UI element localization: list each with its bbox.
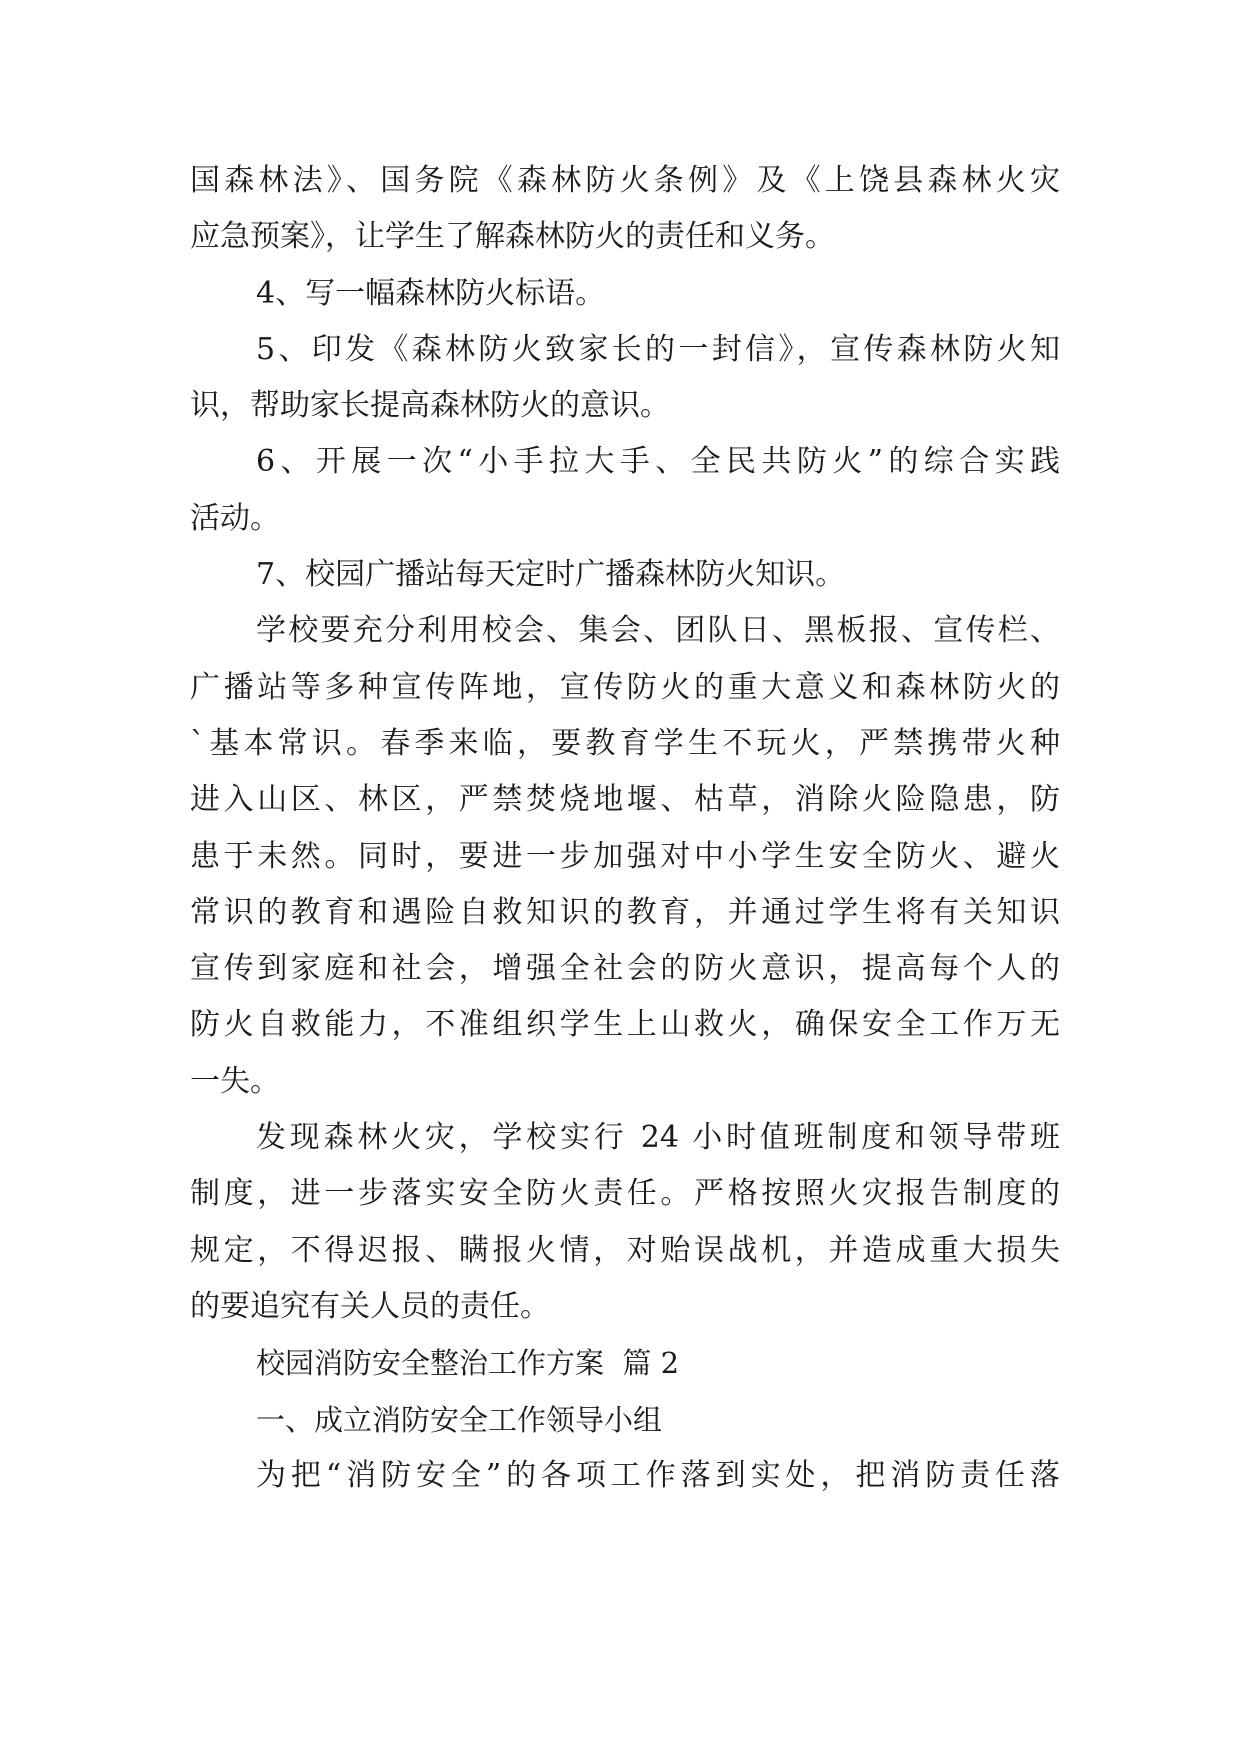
paragraph-line: 的要追究有关人员的责任。 bbox=[190, 1288, 550, 1324]
paragraph-line: 防火自救能力，不准组织学生上山救火，确保安全工作万无 bbox=[190, 1007, 1060, 1043]
list-item: 7、校园广播站每天定时广播森林防火知识。 bbox=[256, 557, 846, 593]
text-line: 国森林法》、国务院《森林防火条例》及《上饶县森林火灾 bbox=[190, 163, 1060, 198]
list-item: 6、开展一次“小手拉大手、全民共防火”的综合实践 bbox=[256, 444, 1060, 480]
paragraph-line: 学校要充分利用校会、集会、团队日、黑板报、宣传栏、 bbox=[256, 613, 1060, 649]
subsection-heading: 一、成立消防安全工作领导小组 bbox=[256, 1402, 663, 1437]
paragraph-line: 发现森林火灾，学校实行 24 小时值班制度和领导带班 bbox=[256, 1120, 1060, 1156]
paragraph-line: 制度，进一步落实安全防火责任。严格按照火灾报告制度的 bbox=[190, 1176, 1060, 1212]
paragraph-line: 为把“消防安全”的各项工作落到实处，把消防责任落 bbox=[256, 1457, 1060, 1493]
text-line: 活动。 bbox=[190, 500, 280, 536]
paragraph-line: 宣传到家庭和社会，增强全社会的防火意识，提高每个人的 bbox=[190, 951, 1060, 987]
paragraph-line: 进入山区、林区，严禁焚烧地堰、枯草，消除火险隐患，防 bbox=[190, 782, 1060, 818]
list-item: 5、印发《森林防火致家长的一封信》，宣传森林防火知 bbox=[256, 331, 1060, 367]
paragraph-line: 患于未然。同时，要进一步加强对中小学生安全防火、避火 bbox=[190, 838, 1060, 874]
paragraph-line: 广播站等多种宣传阵地，宣传防火的重大意义和森林防火的 bbox=[190, 669, 1060, 705]
paragraph-line: `基本常识。春季来临，要教育学生不玩火，严禁携带火种 bbox=[190, 725, 1060, 761]
text-line: 应急预案》，让学生了解森林防火的责任和义务。 bbox=[190, 219, 835, 255]
list-item: 4、写一幅森林防火标语。 bbox=[256, 275, 606, 311]
text-line: 识，帮助家长提高森林防火的意识。 bbox=[190, 388, 670, 424]
paragraph-line: 一失。 bbox=[190, 1063, 280, 1099]
section-heading: 校园消防安全整治工作方案 篇 2 bbox=[256, 1346, 680, 1381]
document-body bbox=[190, 153, 1060, 1504]
paragraph-line: 常识的教育和遇险自救知识的教育，并通过学生将有关知识 bbox=[190, 894, 1060, 930]
paragraph-line: 规定，不得迟报、瞒报火情，对贻误战机，并造成重大损失 bbox=[190, 1232, 1060, 1268]
